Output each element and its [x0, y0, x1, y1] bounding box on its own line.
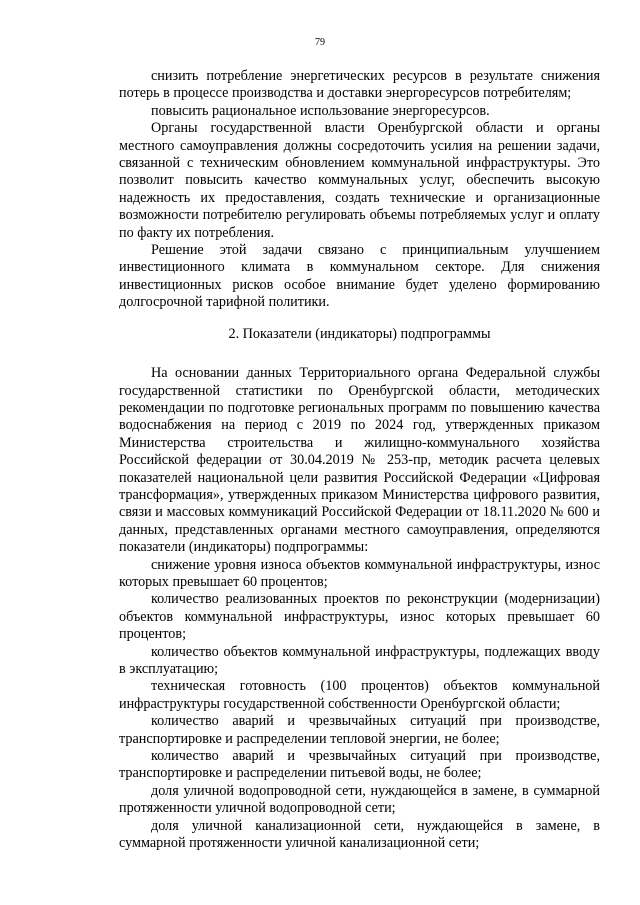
section-heading: 2. Показатели (индикаторы) подпрограммы: [228, 325, 491, 342]
list-item: количество объектов коммунальной инфраструктуры, подлежащих вводу в эксплуатацию;: [119, 643, 600, 677]
list-item: доля уличной водопроводной сети, нуждающейся в замене, в суммарной протяженности уличной водопроводной сети;: [119, 782, 600, 817]
paragraph: снизить потребление энергетических ресурсов в результате снижения потерь в процессе производства и доставки энергоресурсов потребителям;: [119, 68, 600, 102]
paragraph: На основании данных Территориального органа Федеральной службы государственной статистики по Оренбургской области, методических рекомендации по подготовке региональных программ по повышению качества водоснабжения на период с 2019 по 2024 год, утвержденных приказом Министерства строительства и жилищно-коммунального хозяйства Российской федерации от 30.04.2019 № 253-пр, методик расчета целевых показателей национальной цели развития Российской Федерации «Цифровая трансформация», утвержденных приказом Министерства цифрового развития, связи и массовых коммуникаций Российской Федерации от 18.11.2020 № 600 и данных, представленных органами местного самоуправления, определяются показатели (индикаторы) подпрограммы:: [119, 365, 600, 556]
paragraph: Решение этой задачи связано с принципиальным улучшением инвестиционного климата в коммунальном секторе. Для снижения инвестиционных рисков особое внимание будет уделено формированию долгосрочной тарифной политики.: [119, 242, 600, 311]
list-item: доля уличной канализационной сети, нуждающейся в замене, в суммарной протяженности уличной канализационной сети;: [119, 817, 600, 852]
list-item: количество аварий и чрезвычайных ситуаций при производстве, транспортировке и распределении питьевой воды, не более;: [119, 748, 600, 782]
list-item: количество реализованных проектов по реконструкции (модернизации) объектов коммунальной инфраструктуры, износ которых превышает 60 процентов;: [119, 591, 600, 643]
list-item: снижение уровня износа объектов коммунальной инфраструктуры, износ которых превышает 60 процентов;: [119, 556, 600, 590]
paragraph: Органы государственной власти Оренбургской области и органы местного самоуправления должны сосредоточить усилия на решении задачи, связанной с техническим обновлением коммунальной инфраструктуры. Это позволит повысить качество коммунальных услуг, обеспечить высокую надежность их предоставления, создать технические и организационные возможности потребителю регулировать объемы потребляемых услуг и оплату по факту их потребления.: [119, 120, 600, 241]
page-number: 79: [315, 37, 325, 48]
paragraph: повысить рациональное использование энергоресурсов.: [151, 102, 490, 119]
list-item: техническая готовность (100 процентов) объектов коммунальной инфраструктуры государственной собственности Оренбургской области;: [119, 678, 600, 712]
list-item: количество аварий и чрезвычайных ситуаций при производстве, транспортировке и распределении тепловой энергии, не более;: [119, 713, 600, 747]
document-body: [119, 68, 600, 852]
